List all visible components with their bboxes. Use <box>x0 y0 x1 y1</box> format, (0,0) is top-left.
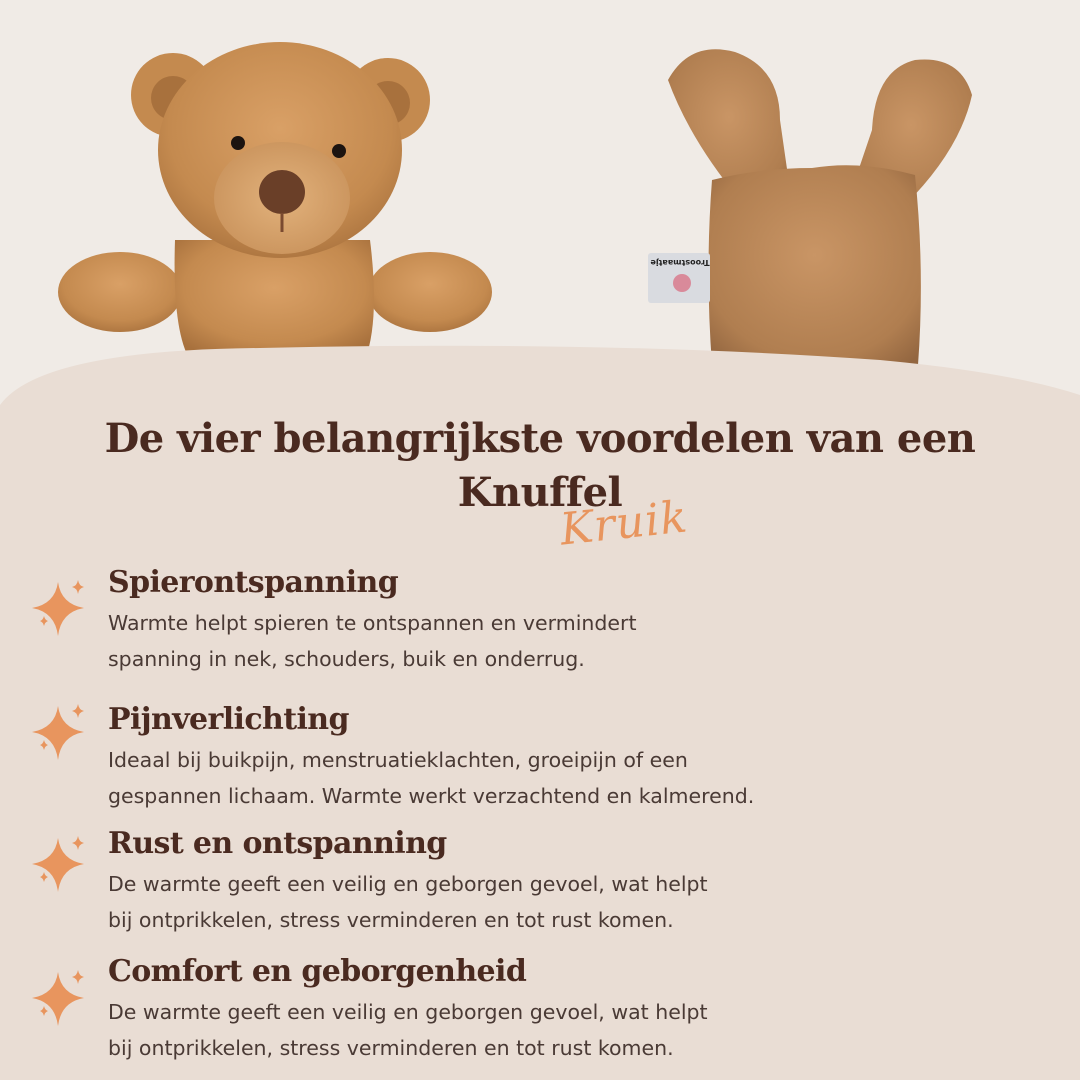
title-line-1: De vier belangrijkste voordelen van een <box>104 415 976 462</box>
benefit-text-line: gespannen lichaam. Warmte werkt verzachtend en kalmerend. <box>108 784 755 808</box>
title-line-2: Knuffel <box>457 469 623 516</box>
benefit-item <box>108 954 868 1066</box>
benefit-text <box>108 605 868 677</box>
benefit-item <box>108 702 868 814</box>
benefit-text-line: spanning in nek, schouders, buik en onderrug. <box>108 647 585 671</box>
benefit-item <box>108 565 868 677</box>
benefit-text <box>108 742 868 814</box>
benefit-item <box>108 826 868 938</box>
page-title <box>40 412 1040 520</box>
script-word: Kruik <box>557 491 691 556</box>
benefit-text-line: De warmte geeft een veilig en geborgen gevoel, wat helpt <box>108 872 708 896</box>
sparkle-icon <box>28 700 92 764</box>
benefit-text <box>108 866 868 938</box>
benefit-heading: Comfort en geborgenheid <box>108 954 527 989</box>
benefit-text <box>108 994 868 1066</box>
benefit-heading: Spierontspanning <box>108 565 399 600</box>
benefit-text-line: Ideaal bij buikpijn, menstruatieklachten, groeipijn of een <box>108 748 688 772</box>
benefit-text-line: De warmte geeft een veilig en geborgen gevoel, wat helpt <box>108 1000 708 1024</box>
benefit-text-line: Warmte helpt spieren te ontspannen en vermindert <box>108 611 637 635</box>
benefit-text-line: bij ontprikkelen, stress verminderen en tot rust komen. <box>108 1036 674 1060</box>
benefit-text-line: bij ontprikkelen, stress verminderen en tot rust komen. <box>108 908 674 932</box>
benefit-heading: Rust en ontspanning <box>108 826 447 861</box>
product-label: Troostmaatje <box>650 258 710 267</box>
benefit-heading: Pijnverlichting <box>108 702 349 737</box>
sparkle-icon <box>28 576 92 640</box>
sparkle-icon <box>28 832 92 896</box>
sparkle-icon <box>28 966 92 1030</box>
